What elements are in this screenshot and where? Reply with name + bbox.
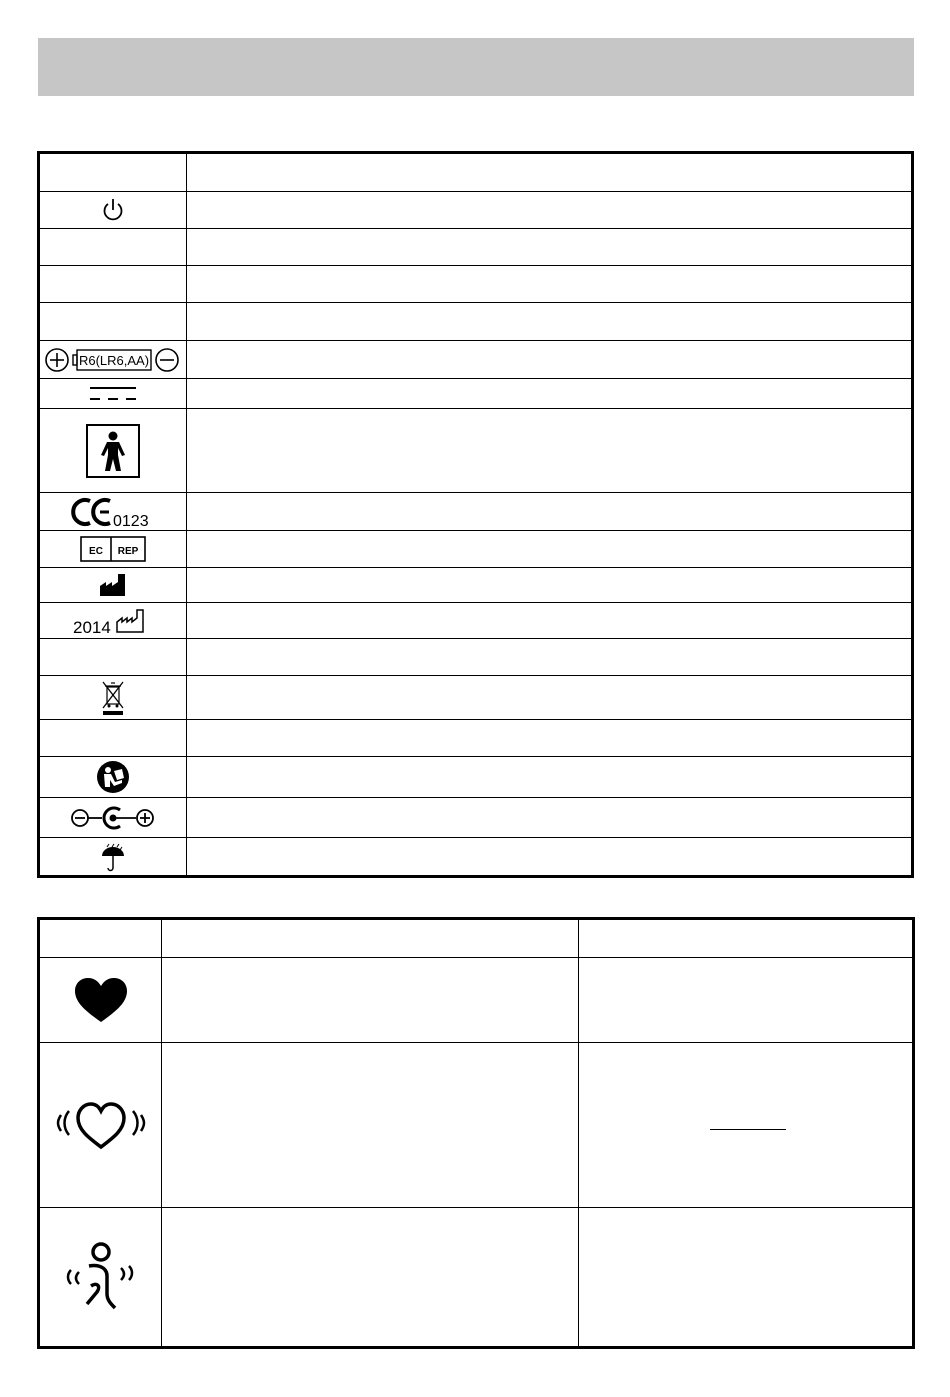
description-cell (187, 192, 913, 229)
indicators-table (37, 917, 915, 1349)
action-cell (579, 1043, 914, 1208)
ce-notified-body-number: 0123 (113, 512, 149, 529)
battery-label: R6(LR6,AA) (78, 352, 150, 368)
description-cell (187, 676, 913, 720)
description-cell (187, 379, 913, 409)
table-row (39, 919, 914, 958)
table-row (39, 1043, 914, 1208)
irregular-heartbeat-icon (54, 1099, 148, 1151)
direct-current-icon (88, 383, 138, 405)
description-cell (187, 266, 913, 303)
table-row (39, 229, 913, 266)
ce-mark-icon (68, 495, 158, 529)
table-row (39, 676, 913, 720)
type-bf-applied-part-icon (85, 423, 141, 479)
table-row (39, 379, 913, 409)
table-row (39, 639, 913, 676)
description-cell (187, 531, 913, 568)
description-cell (187, 798, 913, 838)
manufacture-year: 2014 (73, 617, 111, 636)
symbol-header-cell (39, 153, 187, 192)
table-row (39, 266, 913, 303)
table-row (39, 192, 913, 229)
description-cell (187, 838, 913, 877)
table-row (39, 568, 913, 603)
description-cell (187, 409, 913, 493)
description-cell (187, 757, 913, 798)
battery-polarity-icon (43, 345, 183, 375)
table-row (39, 838, 913, 877)
heart-icon (73, 976, 129, 1024)
description-cell (187, 341, 913, 379)
description-cell (187, 303, 913, 341)
meaning-header-cell (162, 919, 579, 958)
description-header-cell (187, 153, 913, 192)
table-row (39, 1208, 914, 1348)
table-row (39, 153, 913, 192)
description-cell (187, 493, 913, 531)
description-cell (187, 568, 913, 603)
icon-header-cell (39, 919, 162, 958)
action-header-cell (579, 919, 914, 958)
description-cell (187, 603, 913, 639)
weee-disposal-icon (100, 679, 126, 717)
description-cell (187, 720, 913, 757)
table-row (39, 958, 914, 1043)
action-cell (579, 958, 914, 1043)
table-row (39, 757, 913, 798)
description-cell (162, 1043, 579, 1208)
body-movement-icon (61, 1242, 141, 1312)
description-cell (187, 229, 913, 266)
table-row (39, 341, 913, 379)
description-cell (162, 958, 579, 1043)
table-row (39, 798, 913, 838)
description-cell (187, 639, 913, 676)
section-header-bar (38, 38, 914, 96)
rep-label: REP (117, 546, 139, 557)
table-row (39, 409, 913, 493)
table-row (39, 303, 913, 341)
ec-rep-icon (80, 535, 146, 563)
table-row (39, 603, 913, 639)
date-of-manufacture-icon (73, 606, 153, 636)
manufacturer-icon (98, 572, 128, 598)
action-cell (579, 1208, 914, 1348)
table-row (39, 531, 913, 568)
read-manual-icon (96, 760, 130, 794)
symbols-table (37, 151, 914, 878)
table-row (39, 493, 913, 531)
table-row (39, 720, 913, 757)
underline-rule (710, 1129, 786, 1130)
ec-label: EC (89, 546, 103, 557)
dc-connector-polarity-icon (70, 805, 156, 831)
keep-dry-icon (100, 842, 126, 872)
power-standby-icon (100, 197, 126, 223)
description-cell (162, 1208, 579, 1348)
